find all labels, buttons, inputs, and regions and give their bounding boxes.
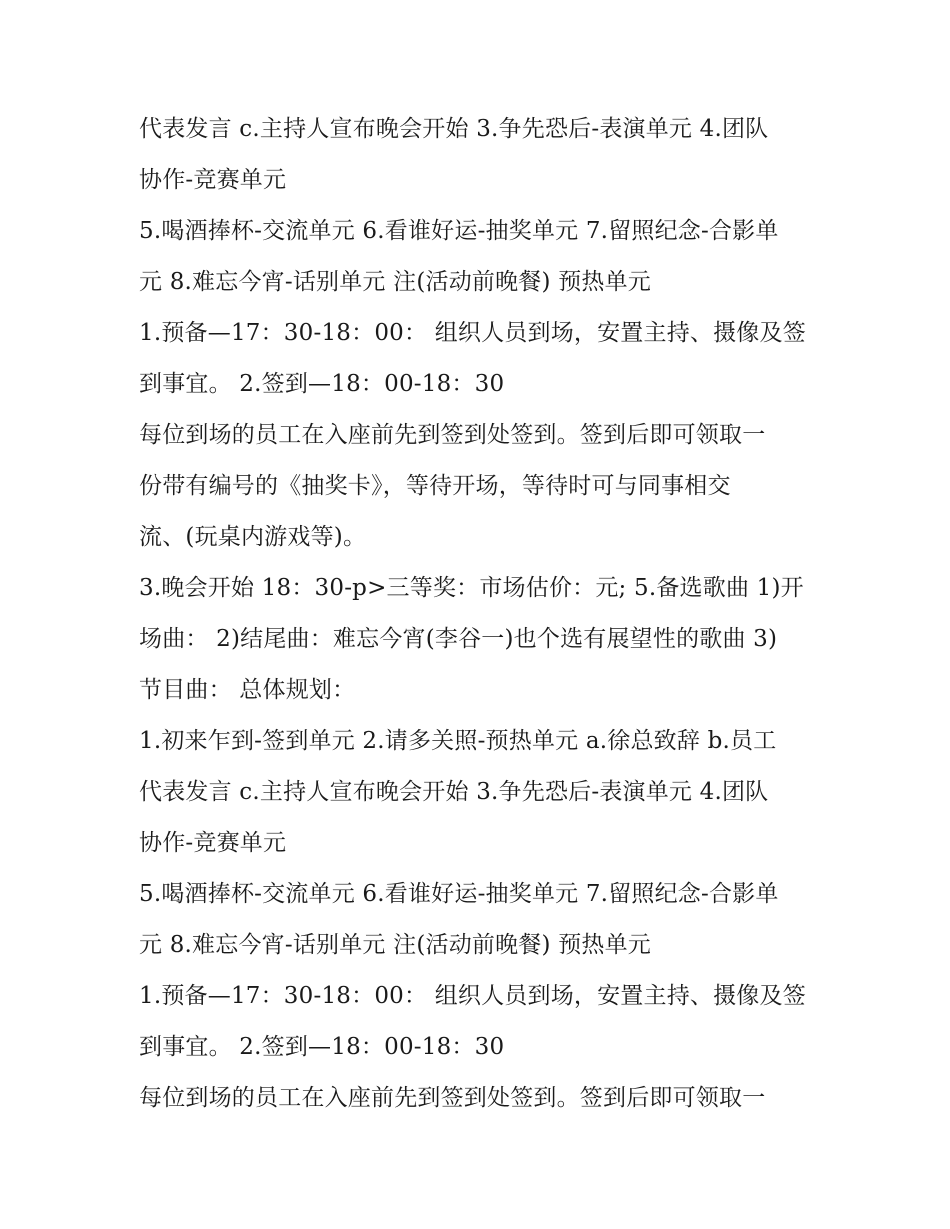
text-line: 到事宜。 2.签到—18：00-18：30 [139, 371, 505, 397]
text-line: 每位到场的员工在入座前先到签到处签到。签到后即可领取一 [139, 422, 766, 448]
text-line: 场曲： 2)结尾曲：难忘今宵(李谷一)也个选有展望性的歌曲 3) [139, 626, 778, 652]
text-line: 1.初来乍到-签到单元 2.请多关照-预热单元 a.徐总致辞 b.员工 [139, 728, 777, 754]
text-line: 1.预备—17：30-18：00： 组织人员到场，安置主持、摄像及签 [139, 320, 806, 346]
text-line: 每位到场的员工在入座前先到签到处签到。签到后即可领取一 [139, 1085, 766, 1111]
text-line: 5.喝酒捧杯-交流单元 6.看谁好运-抽奖单元 7.留照纪念-合影单 [139, 881, 779, 907]
text-line: 协作-竞赛单元 [139, 167, 287, 193]
text-line: 到事宜。 2.签到—18：00-18：30 [139, 1034, 505, 1060]
text-line: 流、(玩桌内游戏等)。 [139, 524, 367, 550]
text-line: 代表发言 c.主持人宣布晚会开始 3.争先恐后-表演单元 4.团队 [139, 116, 769, 142]
text-line: 代表发言 c.主持人宣布晚会开始 3.争先恐后-表演单元 4.团队 [139, 779, 769, 805]
text-line: 份带有编号的《抽奖卡》，等待开场，等待时可与同事相交 [139, 473, 731, 499]
text-line: 5.喝酒捧杯-交流单元 6.看谁好运-抽奖单元 7.留照纪念-合影单 [139, 218, 779, 244]
text-line: 1.预备—17：30-18：00： 组织人员到场，安置主持、摄像及签 [139, 983, 806, 1009]
text-line: 元 8.难忘今宵-话别单元 注(活动前晚餐) 预热单元 [139, 269, 651, 295]
document-body [139, 104, 829, 1124]
text-line: 节目曲： 总体规划： [139, 677, 356, 703]
text-line: 3.晚会开始 18：30-p>三等奖：市场估价：元; 5.备选歌曲 1)开 [139, 575, 804, 601]
text-line: 元 8.难忘今宵-话别单元 注(活动前晚餐) 预热单元 [139, 932, 651, 958]
text-line: 协作-竞赛单元 [139, 830, 287, 856]
